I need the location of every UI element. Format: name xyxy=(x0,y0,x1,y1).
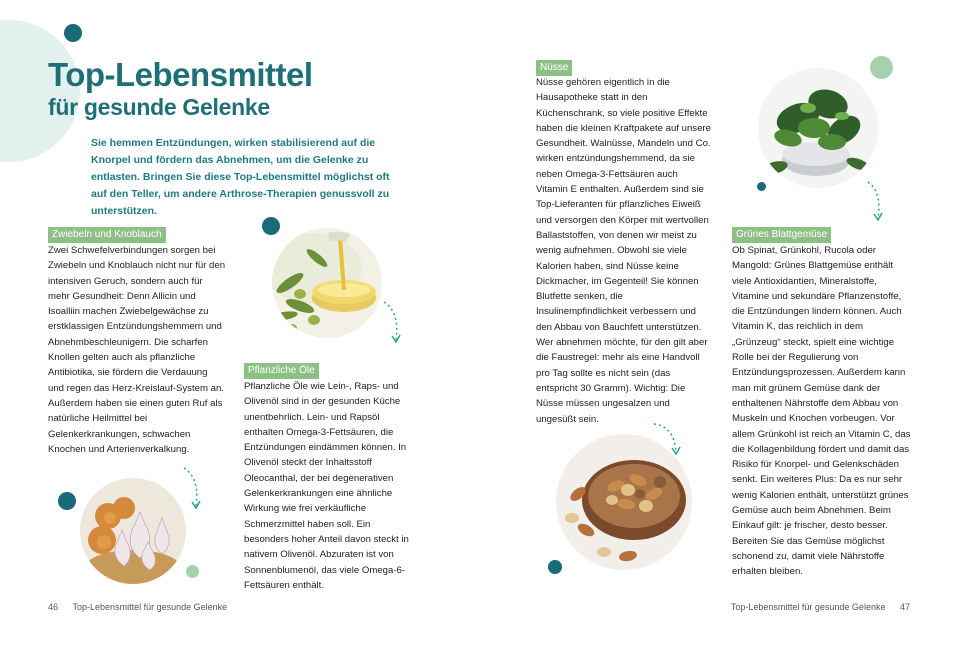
olive-oil-photo xyxy=(272,228,382,338)
page-number-right: 47 xyxy=(899,602,910,612)
heading-nuesse: Nüsse xyxy=(536,60,572,76)
text-oele: Pflanzliche Öle wie Lein-, Raps- und Olivenöl sind in der gesunden Küche unentbehrlich. Lein- und Rapsöl enthalten Omega-3-Fettsäuren, die Entzündungen eindämmen können. In Olivenöl steckt der Inhaltsstoff Oleocanthal, der bei degenerativen Gelenkerkrankungen eine ähnliche Wirkung wie frei verkäufliche Schmerzmittel haben soll. Ein besonders hoher Anteil davon steckt in nativem Olivenöl. Abzuraten ist von Sonnenblumenöl, das viele Omega-6-Fettsäuren enthält. xyxy=(244,381,409,591)
heading-blattgemuese: Grünes Blattgemüse xyxy=(732,227,831,243)
leafy-greens-photo xyxy=(758,68,878,188)
teal-dot-decoration xyxy=(64,24,82,42)
onions-garlic-photo xyxy=(80,478,186,584)
curved-arrow-icon xyxy=(180,466,204,512)
heading-zwiebeln: Zwiebeln und Knoblauch xyxy=(48,227,166,243)
curved-arrow-icon xyxy=(380,300,404,346)
sage-dot-decoration xyxy=(870,56,893,79)
teal-dot-decoration xyxy=(757,182,766,191)
text-blattgemuese: Ob Spinat, Grünkohl, Rucola oder Mangold: Grünes Blattgemüse enthält viele Antioxidantien, Mineralstoffe, Vitamine und sekundäre Pflanzenstoffe, die Entzündungen lindern können. Auch Vitamin K, das reichlich in dem „Grünzeug“ steckt, spielt eine wichtige Rolle bei der Regulierung von Entzündungsprozessen. Außerdem kann man mit grünem Gemüse dank der enthaltenen Nährstoffe dem Abbau von Muskeln und Knochen vorbeugen. Vor allem Grünkohl ist reich an Vitamin C, das die Kollagenbildung fördert und damit das Risiko für Knorpel- und Gelenkschäden senkt. Ein weiteres Plus: Da es nur sehr wenig Kalorien enthält, unterstützt grünes Gemüse auch beim Abnehmen. Beim Einkauf gilt: je frischer, desto besser. Bereiten Sie das Gemüse möglichst schonend zu, damit viele Nährstoffe erhalten bleiben. xyxy=(732,245,911,578)
intro-paragraph: Sie hemmen Entzündungen, wirken stabilisierend auf die Knorpel und fördern das Abnehmen, um die Gelenke zu entlasten. Bringen Sie diese Top-Lebensmittel möglichst oft auf den Teller, um andere Arthrose-Therapien genussvoll zu unterstützen. xyxy=(91,137,390,217)
title-line-1: Top-Lebensmittel xyxy=(48,56,313,93)
text-zwiebeln: Zwei Schwefelverbindungen sorgen bei Zwiebeln und Knoblauch nicht nur für den intensiven Geruch, sondern auch für mehr Gesundheit: Denn Allicin und Isoalliin machen Zwiebelgewächse zu erstklassigen Entzündungshemmern und Abnehmbeschleunigern. Die scharfen Knollen gelten auch als pflanzliche Antibiotika, sie fördern die Verdauung und regen das Herz-Kreislauf-System an. Außerdem haben sie einen guten Ruf als natürliche Heilmittel bei Gelenkerkrankungen, schwachen Knochen und Arterienverkalkung. xyxy=(48,245,226,455)
teal-dot-decoration xyxy=(548,560,562,574)
teal-dot-decoration xyxy=(58,492,76,510)
running-title-left: Top-Lebensmittel für gesunde Gelenke xyxy=(72,602,228,612)
curved-arrow-icon xyxy=(864,180,886,224)
sage-dot-decoration xyxy=(186,565,199,578)
running-title-right: Top-Lebensmittel für gesunde Gelenke xyxy=(730,602,886,612)
text-nuesse: Nüsse gehören eigentlich in die Hausapotheke statt in den Küchenschrank, so viele positive Effekte haben die kleinen Kraftpakete auf unsere Gesundheit. Walnüsse, Mandeln und Co. wirken entzündungshemmend, da sie neben Omega-3-Fettsäuren auch Vitamin E enthalten. Außerdem sind sie Top-Lieferanten für pflanzliches Eiweiß und versorgen den Körper mit wertvollen Ballaststoffen, von denen wir meist zu wenig aufnehmen. Obwohl sie viele Kalorien haben, sind Nüsse keine Dickmacher, im Gegenteil! Sie können Blutfette senken, die Insulinempfindlichkeit verbessern und den Abbau von Bauchfett unterstützen. Wer abnehmen möchte, für den gilt aber die Faustregel: mehr als eine Handvoll pro Tag sollte es nicht sein (das entspricht 30 Gramm). Wichtig: Die Nüsse müssen ungesalzen und ungesüßt sein. xyxy=(536,77,711,425)
nuts-bowl-photo xyxy=(556,434,692,570)
footer-left xyxy=(48,602,227,612)
page-title xyxy=(48,58,313,119)
footer-right xyxy=(731,602,910,612)
teal-dot-decoration xyxy=(262,217,280,235)
title-line-2: für gesunde Gelenke xyxy=(48,94,270,120)
heading-oele: Pflanzliche Öle xyxy=(244,363,319,379)
page-number-left: 46 xyxy=(48,602,59,612)
